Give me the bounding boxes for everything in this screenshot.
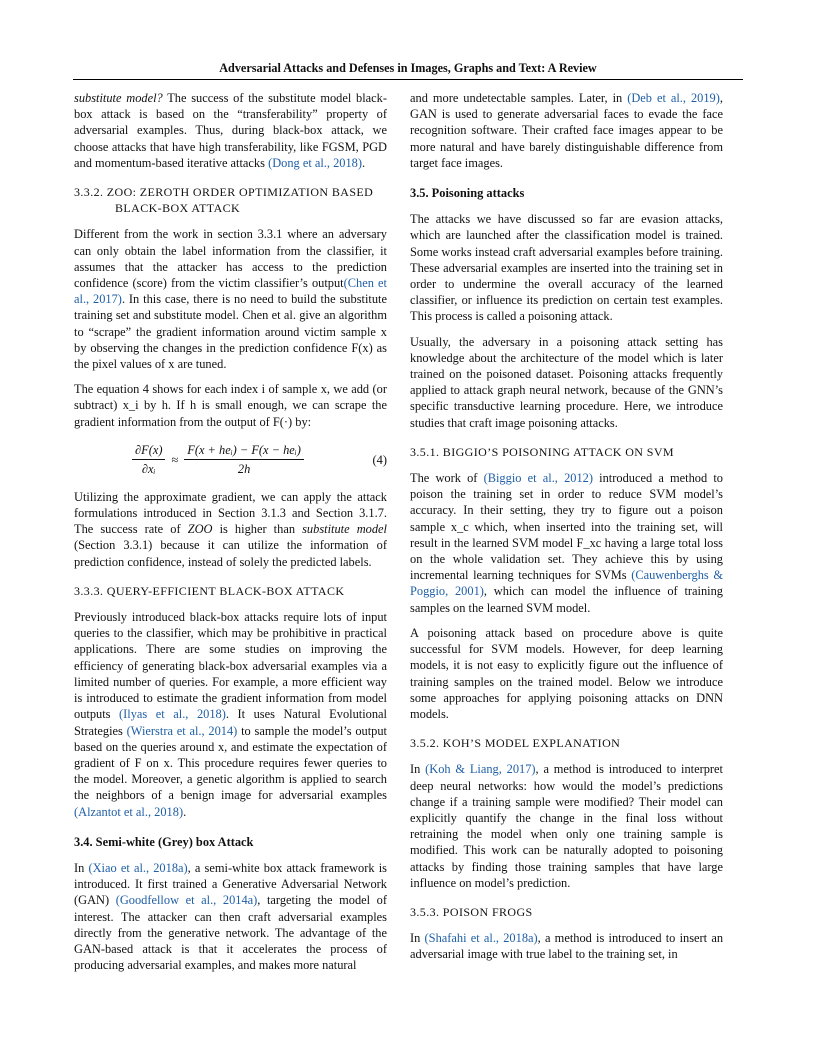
text: , a semi-white box attack framework is introduced. It first trained a Generative Adversarial Network (GAN) bbox=[74, 860, 387, 908]
text: Utilizing the approximate gradient, we can apply the attack formulations introduced in Section 3.1.3 and Section 3.1.7. The success rate of bbox=[74, 489, 387, 537]
denominator: ∂xᵢ bbox=[141, 462, 156, 477]
citation-link[interactable]: (Koh & Liang, 2017) bbox=[425, 762, 536, 777]
text: introduced a method to poison the training set in order to reduce SVM model’s accuracy. In their setting, they try to figure out a poison sample x_c which, when inserted into the training set, will result in the learned SVM model F_xc having a large total loss on the whole validation set. They achieve this by using incremental learning techniques for SVMs bbox=[410, 471, 723, 583]
citation-link[interactable]: (Chen et al., 2017) bbox=[74, 276, 387, 307]
heading-text: ZEROTH ORDER OPTIMIZATION BASED bbox=[139, 185, 374, 200]
heading-number: 3.3.2. ZOO: bbox=[74, 185, 140, 200]
text: to sample the model’s output based on the queries around x, and estimate the expectation of gradient of F on x. This procedure requires fewer queries to the model. Moreover, a genetic algorithm is applied to search the neighbors of a benign image for adversarial examples bbox=[74, 723, 387, 803]
paragraph: Usually, the adversary in a poisoning attack setting has knowledge about the architecture of the model which is later trained on the poisoned dataset. Poisoning attacks frequently applied to attack graph neural network, because of the GNN’s specific transductive learning procedure. Here, we introduce studies that craft image poisoning attacks. bbox=[410, 334, 723, 430]
text: In bbox=[410, 762, 426, 777]
heading-text: BLACK-BOX ATTACK bbox=[115, 201, 241, 216]
paragraph bbox=[410, 930, 723, 962]
text: The work of bbox=[410, 471, 484, 486]
subsection-heading-3-3-2 bbox=[74, 184, 387, 216]
approx-sign: ≈ bbox=[171, 452, 179, 467]
citation-link[interactable]: (Goodfellow et al., 2014a) bbox=[115, 893, 258, 908]
citation-link[interactable]: (Cauwenberghs & Poggio, 2001) bbox=[410, 568, 723, 599]
text: Different from the work in section 3.3.1 where an adversary can only obtain the label information from the classifier, it assumes that the attacker has access to the prediction confidence (score) from the victim classifier’s output bbox=[74, 227, 387, 291]
citation-link[interactable]: (Ilyas et al., 2018) bbox=[119, 707, 226, 722]
text: . bbox=[362, 155, 366, 170]
text: , which can model the influence of training samples on the learned SVM model. bbox=[410, 584, 723, 615]
equation-body bbox=[132, 439, 304, 481]
paragraph bbox=[74, 609, 387, 820]
subsection-heading-3-5-1: 3.5.1. BIGGIO’S POISONING ATTACK ON SVM bbox=[410, 444, 674, 459]
denominator: 2h bbox=[237, 462, 251, 477]
text: In bbox=[74, 860, 89, 875]
text: (Section 3.3.1) because it can utilize the information of prediction confidence, instead of solely the predicted labels. bbox=[74, 538, 387, 569]
text: . bbox=[183, 804, 187, 819]
paragraph bbox=[74, 226, 387, 372]
equation-4 bbox=[74, 439, 387, 481]
citation-link[interactable]: (Biggio et al., 2012) bbox=[483, 471, 593, 486]
citation-link[interactable]: (Xiao et al., 2018a) bbox=[88, 860, 188, 875]
paragraph bbox=[410, 90, 723, 171]
running-header: Adversarial Attacks and Defenses in Images, Graphs and Text: A Review bbox=[219, 61, 597, 75]
italic-term: ZOO bbox=[187, 522, 213, 537]
citation-link[interactable]: (Dong et al., 2018) bbox=[268, 155, 363, 170]
subsection-heading-3-5-2: 3.5.2. KOH’S MODEL EXPLANATION bbox=[410, 736, 621, 751]
paragraph bbox=[410, 470, 723, 616]
paragraph bbox=[74, 860, 387, 973]
paragraph: The attacks we have discussed so far are evasion attacks, which are launched after the classification model is trained. Some works instead craft adversarial examples before training. These adversarial examples are inserted into the training set in order to undermine the overall accuracy of the learned classifier, or influence its prediction on certain test examples. This process is called a poisoning attack. bbox=[410, 212, 723, 324]
text: . It uses Natural Evolutional Strategies bbox=[74, 707, 387, 738]
text: In bbox=[410, 931, 425, 946]
text: and more undetectable samples. Later, in bbox=[410, 91, 628, 105]
citation-link[interactable]: (Shafahi et al., 2018a) bbox=[424, 931, 538, 946]
right-column bbox=[410, 90, 723, 972]
left-column bbox=[74, 90, 387, 982]
citation-link[interactable]: (Wierstra et al., 2014) bbox=[126, 723, 238, 738]
citation-link[interactable]: (Alzantot et al., 2018) bbox=[74, 804, 184, 819]
italic-term: substitute model bbox=[302, 522, 387, 537]
paragraph bbox=[410, 761, 723, 891]
rhs-fraction bbox=[184, 442, 304, 477]
lead-italic: substitute model? bbox=[74, 91, 163, 105]
subsection-heading-3-3-3: 3.3.3. QUERY-EFFICIENT BLACK-BOX ATTACK bbox=[74, 583, 345, 598]
text: , GAN is used to generate adversarial faces to evade the face recognition software. Their crafted face images appear to be more natural and have barely distinguishable difference from target face images. bbox=[410, 91, 723, 170]
paragraph: A poisoning attack based on procedure above is quite successful for SVM models. However, for deep learning models, it is not easy to explicitly figure out the influence of training samples on the trained model. Below we introduce some approaches for applying poisoning attacks on DNN models. bbox=[410, 625, 723, 721]
section-heading-3-4: 3.4. Semi-white (Grey) box Attack bbox=[74, 834, 254, 849]
section-heading-3-5: 3.5. Poisoning attacks bbox=[410, 186, 525, 201]
paragraph bbox=[74, 90, 387, 171]
lhs-fraction bbox=[132, 442, 165, 477]
subsection-heading-3-5-3: 3.5.3. POISON FROGS bbox=[410, 904, 533, 919]
text: , targeting the model of interest. The attacker can then craft adversarial examples directly from the generative network. The advantage of the GAN-based attack is that it accelerates the process of producing adversarial examples, and makes more natural bbox=[74, 893, 387, 973]
citation-link[interactable]: (Deb et al., 2019) bbox=[627, 91, 720, 105]
equation-number: (4) bbox=[372, 452, 387, 467]
text: The success of the substitute model black-box attack is based on the “transferability” property of adversarial examples. Thus, during black-box attack, we choose attacks that have high transferability, like FGSM, PGD and momentum-based iterative attacks bbox=[74, 91, 387, 170]
header-rule bbox=[73, 79, 743, 80]
paragraph: The equation 4 shows for each index i of sample x, we add (or subtract) x_i by h. If h is small enough, we can scrape the gradient information from the output of F(·) by: bbox=[74, 382, 387, 429]
paragraph bbox=[74, 489, 387, 570]
text: . In this case, there is no need to build the substitute training set and substitute model. Chen et al. give an algorithm to “scrape” the gradient information around victim sample x by observing the changes in the prediction confidence F(x) as the pixel values of x are tuned. bbox=[74, 292, 387, 372]
text: is higher than bbox=[212, 522, 303, 537]
text: Previously introduced black-box attacks require lots of input queries to the classifier, which may be prohibitive in practical applications. There are some studies on improving the efficiency of generating black-box adversarial examples via a limited number of queries. For example, a more efficient way is introduced to estimate the gradient information from model outputs bbox=[74, 610, 387, 722]
numerator: F(x + heᵢ) − F(x − heᵢ) bbox=[184, 442, 304, 460]
numerator: ∂F(x) bbox=[132, 442, 165, 460]
text: , a method is introduced to interpret deep neural networks: how would the model’s predictions change if a training sample were modified? Their model can explicitly quantify the change in the final loss without retraining the model when only one training sample is modified. This work can be naturally adopted to poisoning attacks by finding those training samples that have large influence on model’s prediction. bbox=[410, 762, 723, 890]
text: , a method is introduced to insert an adversarial image with true label to the training set, in bbox=[410, 931, 724, 962]
